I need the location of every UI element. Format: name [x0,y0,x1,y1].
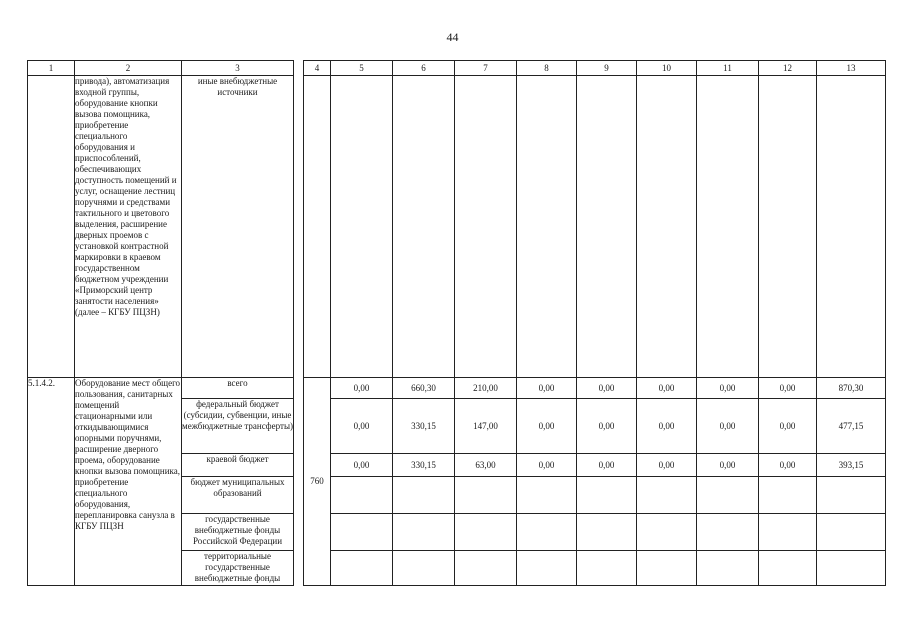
item-index: 5.1.4.2. [28,378,75,586]
empty-cell [331,76,393,378]
empty-cell [517,76,577,378]
amount-cell: 0,00 [331,399,393,454]
continuation-code [304,76,331,378]
amount-cell [577,514,637,551]
amount-cell: 330,15 [393,399,455,454]
column-gap [294,378,304,586]
amount-cell: 0,00 [517,454,577,477]
amount-cell [455,477,517,514]
amount-cell [517,551,577,586]
amount-cell: 0,00 [697,378,759,399]
amount-cell: 210,00 [455,378,517,399]
item-code: 760 [304,378,331,586]
amount-cell: 870,30 [817,378,886,399]
amount-cell [455,551,517,586]
amount-cell: 0,00 [697,454,759,477]
funding-source: всего [182,378,294,399]
amount-cell [697,514,759,551]
column-header: 10 [637,61,697,76]
column-header: 9 [577,61,637,76]
amount-cell: 0,00 [759,399,817,454]
amount-cell: 660,30 [393,378,455,399]
amount-cell [517,514,577,551]
amount-cell: 393,15 [817,454,886,477]
amount-cell: 147,00 [455,399,517,454]
page-number: 44 [446,30,459,44]
amount-cell [331,477,393,514]
empty-cell [697,76,759,378]
amount-cell: 0,00 [637,378,697,399]
amount-cell [817,551,886,586]
amount-cell: 0,00 [331,378,393,399]
amount-cell: 330,15 [393,454,455,477]
amount-cell [577,477,637,514]
column-header: 3 [182,61,294,76]
empty-cell [759,76,817,378]
amount-cell: 0,00 [759,378,817,399]
amount-cell: 0,00 [637,454,697,477]
amount-cell: 0,00 [637,399,697,454]
amount-cell [637,477,697,514]
amount-cell [637,551,697,586]
amount-cell: 0,00 [577,399,637,454]
budget-table [27,60,886,586]
amount-cell: 0,00 [331,454,393,477]
amount-cell [331,514,393,551]
funding-source: бюджет муниципальных образований [182,477,294,514]
amount-cell [393,477,455,514]
column-header: 12 [759,61,817,76]
column-header: 6 [393,61,455,76]
column-header: 5 [331,61,393,76]
amount-cell [759,514,817,551]
column-header: 11 [697,61,759,76]
column-header: 7 [455,61,517,76]
amount-cell: 0,00 [577,454,637,477]
amount-cell: 63,00 [455,454,517,477]
empty-cell [455,76,517,378]
empty-cell [637,76,697,378]
continuation-index [28,76,75,378]
column-header: 1 [28,61,75,76]
amount-cell [697,477,759,514]
column-gap [294,61,304,76]
budget-row [28,378,886,399]
amount-cell: 0,00 [577,378,637,399]
empty-cell [817,76,886,378]
funding-source: государственные внебюджетные фонды Российской Федерации [182,514,294,551]
amount-cell [759,551,817,586]
amount-cell [759,477,817,514]
column-header: 13 [817,61,886,76]
column-header: 4 [304,61,331,76]
funding-source: федеральный бюджет (субсидии, субвенции, иные межбюджетные трансферты) [182,399,294,454]
continuation-description: привода), автоматизация входной группы, оборудование кнопки вызова помощника, приобретение специального оборудования и приспособлений, обеспечивающих доступность помещений и услуг, оснащение лестниц поручнями и средствами тактильного и цветового выделения, расширение дверных проемов с установкой контрастной маркировки в краевом государственном бюджетном учреждении «Приморский центр занятости населения» (далее – КГБУ ПЦЗН) [75,76,182,378]
continuation-row [28,76,886,378]
amount-cell [517,477,577,514]
column-header: 8 [517,61,577,76]
column-gap [294,76,304,378]
funding-source: краевой бюджет [182,454,294,477]
amount-cell [577,551,637,586]
amount-cell [817,477,886,514]
amount-cell: 0,00 [697,399,759,454]
amount-cell [455,514,517,551]
header-row [28,61,886,76]
column-header: 2 [75,61,182,76]
amount-cell: 0,00 [517,399,577,454]
amount-cell [637,514,697,551]
amount-cell [393,551,455,586]
amount-cell: 477,15 [817,399,886,454]
empty-cell [393,76,455,378]
amount-cell: 0,00 [517,378,577,399]
amount-cell: 0,00 [759,454,817,477]
amount-cell [331,551,393,586]
continuation-source: иные внебюджетные источники [182,76,294,378]
amount-cell [697,551,759,586]
amount-cell [817,514,886,551]
funding-source: территориальные государственные внебюджетные фонды [182,551,294,586]
amount-cell [393,514,455,551]
item-description: Оборудование мест общего пользования, санитарных помещений стационарными или откидывающимися опорными поручнями, расширение дверного проема, оборудование кнопки вызова помощника, приобретение специального оборудования, перепланировка санузла в КГБУ ПЦЗН [75,378,182,586]
empty-cell [577,76,637,378]
